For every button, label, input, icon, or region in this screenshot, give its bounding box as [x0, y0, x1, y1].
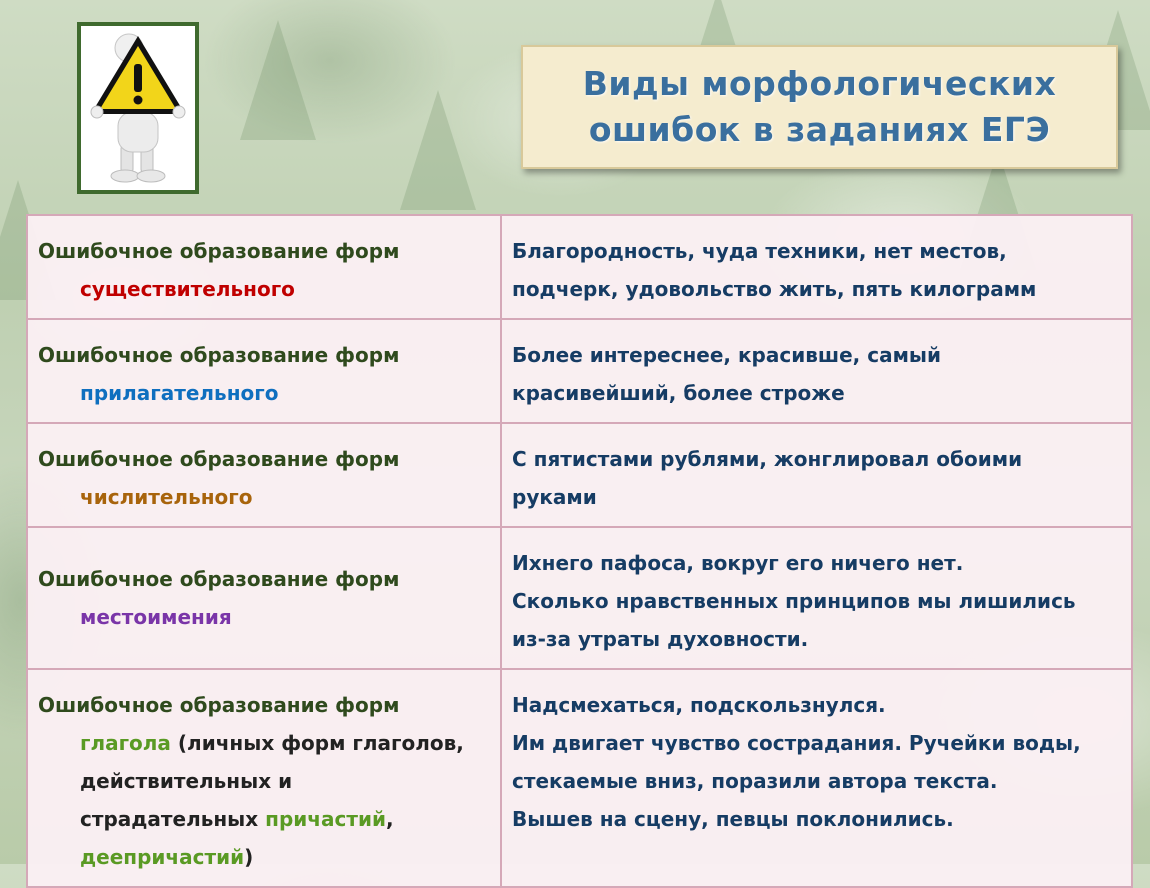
- verb-forms-note-line: действительных и: [80, 769, 293, 793]
- example-line: руками: [512, 485, 597, 509]
- example-line: подчерк, удовольство жить, пять килограмм: [512, 277, 1037, 301]
- example-line: из-за утраты духовности.: [512, 627, 809, 651]
- title-box: [521, 45, 1118, 169]
- example-line: красивейший, более строже: [512, 381, 845, 405]
- table-row: [27, 527, 1132, 669]
- error-type-cell: [27, 527, 501, 669]
- error-type-prefix: Ошибочное образование форм: [38, 239, 400, 263]
- page-title: Виды морфологических ошибок в заданиях ЕГЭ: [582, 64, 1057, 149]
- error-type-prefix: Ошибочное образование форм: [38, 567, 400, 591]
- examples-cell: [501, 319, 1132, 423]
- examples-cell: [501, 527, 1132, 669]
- participle-prefix: страдательных: [80, 807, 266, 831]
- warning-image: [77, 22, 199, 194]
- error-type-prefix: Ошибочное образование форм: [38, 343, 400, 367]
- gerund-close-paren: ): [244, 845, 254, 869]
- part-of-speech-label: числительного: [80, 485, 253, 509]
- error-type-prefix: Ошибочное образование форм: [38, 693, 400, 717]
- example-line: Сколько нравственных принципов мы лишились: [512, 589, 1076, 613]
- error-type-cell: [27, 319, 501, 423]
- gerund-line: [38, 838, 490, 876]
- example-line: Надсмехаться, подскользнулся.: [512, 693, 886, 717]
- table-row: [27, 669, 1132, 887]
- examples-cell: [501, 215, 1132, 319]
- participle-comma: ,: [386, 807, 394, 831]
- table-row: [27, 319, 1132, 423]
- gerund-label: деепричастий: [80, 845, 245, 869]
- examples-cell: [501, 423, 1132, 527]
- examples-cell: [501, 669, 1132, 887]
- verb-forms-note: (личных форм глаголов,: [170, 731, 464, 755]
- part-of-speech-label: существительного: [80, 277, 295, 301]
- part-of-speech-label: прилагательного: [80, 381, 279, 405]
- errors-table: [26, 214, 1133, 888]
- part-of-speech-label: глагола: [80, 731, 171, 755]
- example-line: Более интереснее, красивше, самый: [512, 343, 942, 367]
- example-line: Ихнего пафоса, вокруг его ничего нет.: [512, 551, 964, 575]
- example-line: С пятистами рублями, жонглировал обоими: [512, 447, 1023, 471]
- participle-line: [38, 800, 490, 838]
- part-of-speech-label: местоимения: [80, 605, 232, 629]
- error-type-cell: [27, 423, 501, 527]
- example-line: Вышев на сцену, певцы поклонились.: [512, 807, 954, 831]
- example-line: стекаемые вниз, поразили автора текста.: [512, 769, 998, 793]
- verb-forms-line: [38, 724, 490, 762]
- participle-label: причастий: [265, 807, 386, 831]
- table-row: [27, 215, 1132, 319]
- error-type-prefix: Ошибочное образование форм: [38, 447, 400, 471]
- background-tree: [240, 20, 316, 140]
- table-row: [27, 423, 1132, 527]
- error-type-cell: [27, 669, 501, 887]
- example-line: Им двигает чувство сострадания. Ручейки воды,: [512, 731, 1081, 755]
- background-tree: [400, 90, 476, 210]
- example-line: Благородность, чуда техники, нет местов,: [512, 239, 1007, 263]
- error-type-cell: [27, 215, 501, 319]
- warning-sign-figure-icon: [81, 26, 195, 190]
